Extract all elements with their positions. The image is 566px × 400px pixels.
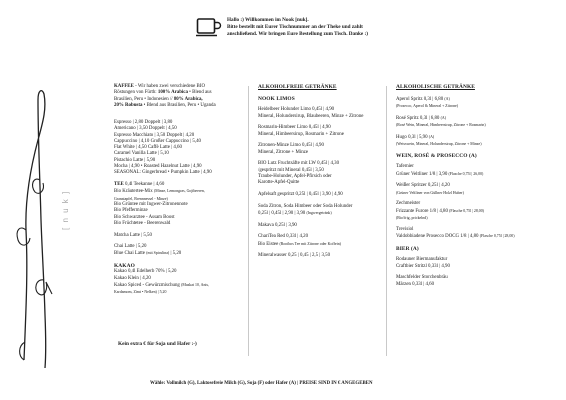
menu-line: Frizzante Furore 1/8 | 4,80 (Flasche 0,75l | 28,00)	[396, 208, 484, 214]
welcome-header	[227, 17, 507, 39]
menu-line: Bio Eistee (Rooibos Tee mit Zitrone oder Koffein)	[258, 241, 341, 247]
menu-line: Chai Latte | 5,20	[114, 244, 147, 250]
menu-line: Mineral, Holundersirup, Blaubeeren, Minze + Zitrone	[258, 113, 364, 119]
menu-line: Espresso Macchiato | 3,50 Doppelt | 4,20	[114, 132, 195, 138]
menu-line: Kakao 0,4l Edelherb 70% | 5,20	[114, 269, 177, 275]
alcoholic-column	[396, 84, 536, 288]
small-note: (mit Spirulina)	[146, 251, 170, 256]
menu-line: Mineral, Zitrone + Minze	[258, 149, 309, 155]
menu-line: Mineral, Himbeersirup, Rosmarin + Zitrone	[258, 131, 344, 137]
small-note: (A)	[440, 115, 446, 120]
welcome-line: anschließend. Wir bringen Eure Bestellung zum Tisch. Danke :)	[227, 31, 368, 38]
menu-line: /gespritzt mit Mineral 0,45l | 3,50	[258, 167, 324, 173]
menu-line: Tafernier	[396, 164, 414, 170]
menu-line: Brasilien, Peru • Indonesien // 80% Arabica,	[114, 96, 203, 102]
menu-line: Rosé Spritz 0,3l | 6,80 (A)	[396, 115, 446, 121]
nook-logo	[0, 80, 90, 380]
menu-line: Rodauner Biermanufaktur	[396, 257, 448, 263]
menu-line: Grüner Veltliner 1/8 | 3,90 (Flasche 0,75l | 26,00)	[396, 171, 484, 177]
menu-line: Matcha Latte | 5,50	[114, 232, 152, 238]
menu-line: Aperol Spritz 0,3l | 6,80 (A)	[396, 96, 450, 102]
menu-line: BIO Lutz Fruchtsäfte mit LW 0,45l | 4,30	[258, 161, 340, 167]
section-heading: TEE 0,4l Teekanne | 4,60	[114, 182, 165, 188]
menu-line: Makava 0,25l | 3,90	[258, 222, 297, 228]
menu-line: Bio Grüntee mit Ingwer-Zitronennote	[114, 201, 188, 207]
menu-line: Hugo 0,3l | 5,90 (A)	[396, 134, 435, 140]
menu-line: Bio Pfefferminze	[114, 208, 148, 214]
menu-line: Granatapfel, Brennnessel - Minze)	[114, 196, 168, 201]
menu-line: Soda Zitron, Soda Himbeer oder Soda Holunder	[258, 203, 353, 209]
menu-line: Bio Früchtetee - Beerenwald	[114, 220, 171, 226]
menu-line: Mocha | 4,90 • Roasted Hazelnut Latte | 4,90	[114, 164, 202, 170]
section-heading: BIER (A)	[396, 245, 419, 252]
menu-line: Cappuccino | 4,10 Großer Cappuccino | 5,40	[114, 138, 201, 144]
menu-line: Espresso | 2,80 Doppelt | 3,80	[114, 119, 173, 125]
menu-line: (Grüner Veltliner von Güllner Holzl Huber)	[396, 190, 464, 195]
menu-line: Blue Chai Latte (mit Spirulina) | 5,20	[114, 251, 182, 257]
menu-line: Trevisiol	[396, 226, 414, 232]
small-note: (Rooibos Tee mit Zitrone oder Koffein)	[279, 241, 341, 246]
section-heading: KAKAO	[114, 263, 135, 270]
column-divider	[248, 86, 249, 356]
menu-line: 20% Robusta • Blend aus Brasilien, Peru • Uganda	[114, 102, 216, 108]
menu-line: Americano | 3,50 Doppelt | 4,50	[114, 126, 177, 132]
menu-line: (Prosecco, Aperol & Mineral + Zitrone)	[396, 103, 459, 108]
menu-line: 0,25l | 0,45l | 2,90 | 3,90 (Ingwergetränk)	[258, 210, 332, 216]
small-note: (Muskat 10, Anis,	[181, 283, 209, 288]
menu-line: Craftbier Stritzl 0,33l | 4,90	[396, 263, 450, 269]
menu-line: SEASONAL: Gingerbread • Pumpkin Latte | 4,90	[114, 170, 212, 176]
menu-line: Valdobbiadene Prosecco DOCG 1/8 | 4,80 (Flasche 0,75l | 28,00)	[396, 233, 515, 239]
menu-line: Heidelbeer Holunder Limo 0,45l | 4,90	[258, 107, 335, 113]
heading-bold: KAFFEE	[114, 84, 134, 89]
menu-line: Märzen 0,33l | 4,60	[396, 281, 435, 287]
menu-line: Zitronen-Minze Limo 0,45l | 4,90	[258, 143, 324, 149]
non-alcoholic-column	[258, 84, 378, 260]
section-heading: ALKOHOLFREIE GETRÄNKE	[258, 84, 337, 90]
menu-line: (Rosé Wein, Mineral, Himbeersirup, Zitrone + Rosmarin)	[396, 122, 486, 127]
menu-line: Karotte-Apfel-Quitte	[258, 180, 300, 186]
small-note: (Flasche 0,75l | 28,00)	[449, 208, 484, 213]
coffee-tea-column	[114, 84, 224, 296]
logo-bracket-text: [ n u k ]	[61, 190, 70, 230]
menu-line: Kakao Spiced - Gewürzmischung (Muskat 10, Anis,	[114, 283, 209, 289]
menu-line: Rosmarin-Himbeer Limo 0,45l | 4,90	[258, 125, 331, 131]
welcome-line: Hallo :) Willkommen im Nook [nuk].	[227, 17, 309, 23]
menu-line: Traube-Holunder, Apfel-Pfirsich oder	[258, 173, 332, 179]
menu-line: Röstungen von Fürth: 100% Arabica • Blend aus	[114, 90, 212, 96]
menu-line: Weißer Spritzer 0,25l | 4,20	[396, 183, 450, 189]
small-note: (Flasche 0,75l | 26,00)	[448, 171, 484, 176]
small-note: (A)	[428, 134, 435, 139]
welcome-line: Bitte bestellt mit Eurer Tischnummer an der Theke und zahlt	[227, 24, 363, 31]
menu-line: Mineralwasser 0,25 | 0,45 | 2,5 | 3,50	[258, 253, 331, 259]
menu-line: (Weisswein, Mineral, Holundersirup, Zitrone + Minze)	[396, 141, 482, 146]
menu-line: Bio Schwarztee - Assam Boost	[114, 214, 175, 220]
section-heading: NOOK LIMOS	[258, 95, 295, 102]
menu-line: Maschfelder Storchenbräu	[396, 275, 448, 281]
menu-line: Bio Kräutertee-Mix (Minze, Lemongras, Gojibeeren,	[114, 189, 205, 195]
heading-bold: TEE	[114, 182, 124, 188]
menu-line: Kakao Klein | 4,20	[114, 275, 151, 281]
menu-line: Zechmeister	[396, 201, 421, 207]
footer-milk-options: Wähle: Vollmilch (G), Laktosefreie Milch (G), Soja (F) oder Hafer (A) | PREISE SIND IN € ANGEGEBEN	[150, 381, 373, 386]
menu-line: Flat White | 4,50 Caffè Latte | 4,60	[114, 145, 182, 151]
coffee-cup-icon	[196, 16, 222, 38]
section-heading: ALKOHOLISCHE GETRÄNKE	[396, 84, 475, 90]
menu-line: (Bio/frig, prickelnd)	[396, 215, 428, 220]
section-heading: KAFFEE - Wir haben zwei verschiedene BIO	[114, 84, 205, 89]
milk-note: Kein extra € für Soja und Hafer :-)	[118, 341, 197, 347]
small-note: (Minze, Lemongras, Gojibeeren,	[153, 189, 205, 194]
small-note: (Ingwergetränk)	[306, 210, 332, 215]
menu-line: Kardamom, Zimt • Nelken) | 5,20	[114, 290, 167, 295]
menu-line: ChariTea Red 0,33l | 4,20	[258, 234, 309, 240]
small-note: (A)	[444, 96, 450, 101]
small-note: (Flasche 0,75l | 28,00)	[479, 233, 515, 238]
menu-line: Apfelsaft gespritzt 0,25l | 0,45l | 3,90 | 4,90	[258, 191, 343, 197]
menu-line: Caramel Vanilla Latte | 5,10	[114, 151, 169, 157]
menu-line: Pistachio Latte | 5,90	[114, 157, 156, 163]
section-heading: WEIN, ROSÉ & PROSECCO (A)	[396, 152, 477, 159]
column-divider	[386, 86, 387, 356]
